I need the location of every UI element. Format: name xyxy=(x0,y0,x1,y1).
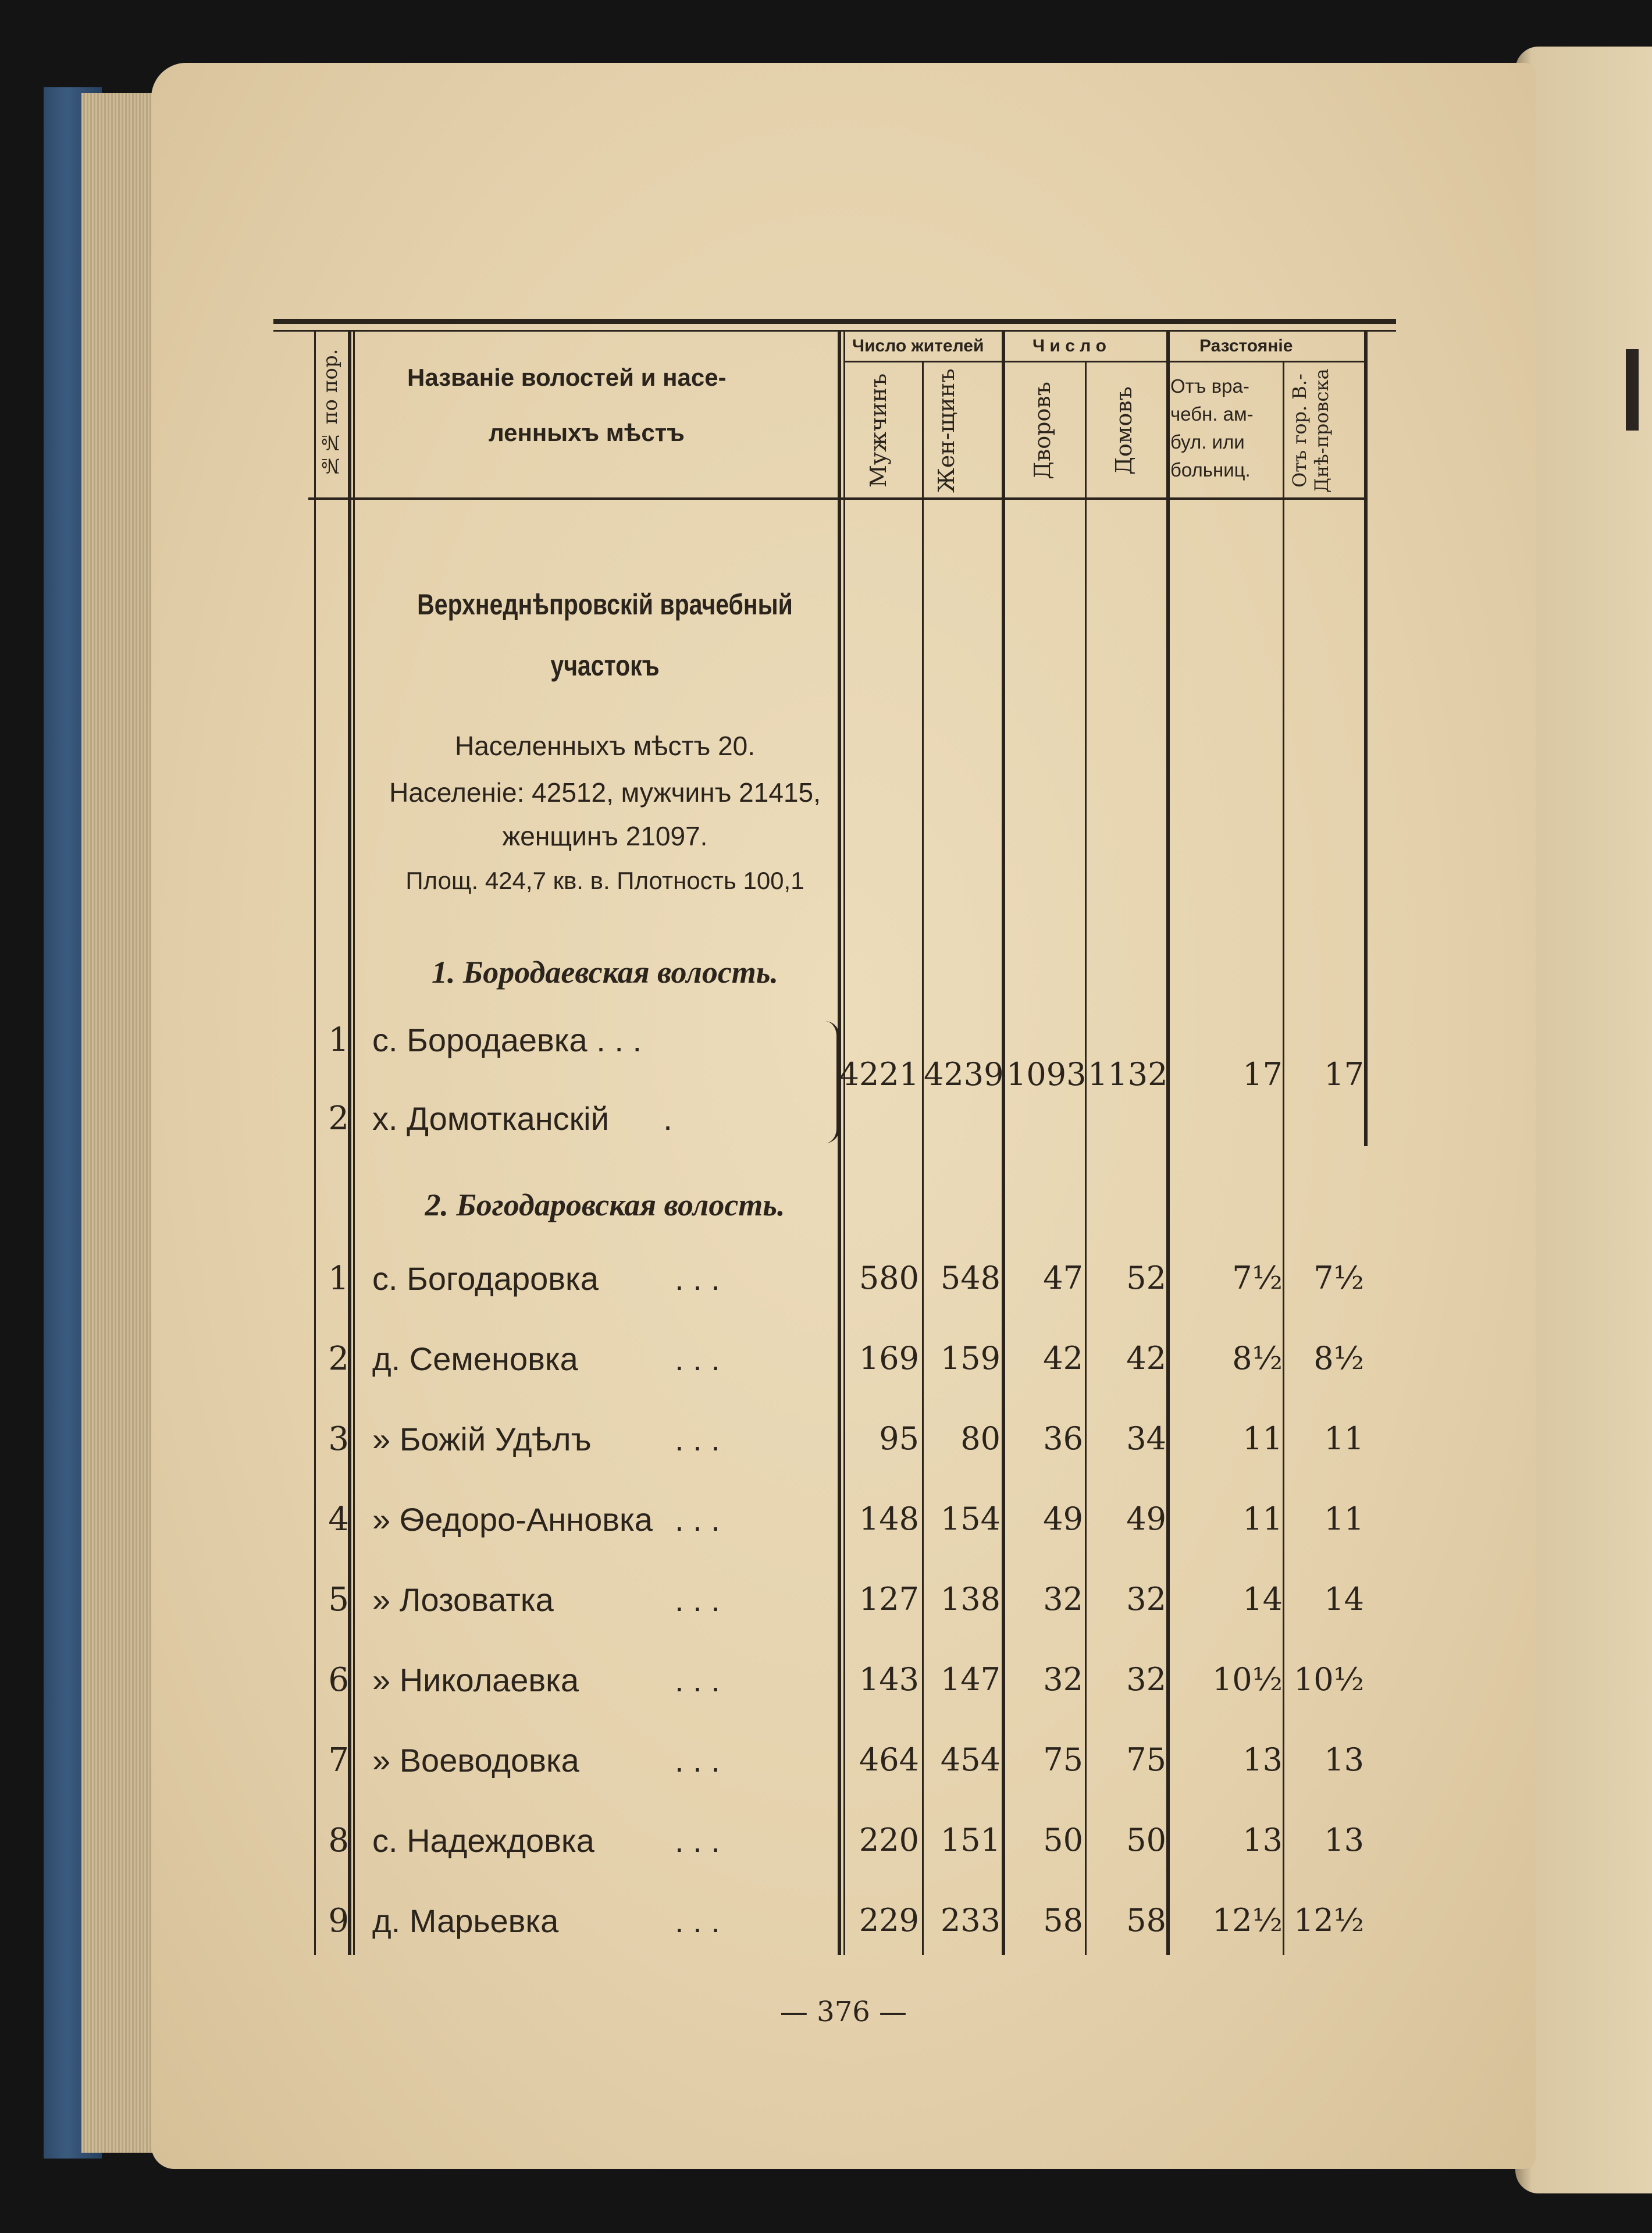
cell-women: 233 xyxy=(940,1902,1001,1939)
cell-men: 95 xyxy=(879,1420,919,1457)
row-no: 7 xyxy=(328,1741,349,1779)
cell-women: 159 xyxy=(940,1340,1001,1377)
cell-dist-ambulatory: 7½ xyxy=(1232,1260,1283,1296)
leader-dots: . . . xyxy=(675,1340,720,1377)
row-no: 4 xyxy=(328,1500,349,1538)
cell-dist-ambulatory: 10½ xyxy=(1212,1661,1283,1698)
leader-dots: . . . xyxy=(675,1501,720,1538)
leader-dots: . . . xyxy=(675,1742,720,1779)
cell-yards: 58 xyxy=(1043,1902,1083,1939)
cell-men: 4221 xyxy=(839,1056,919,1093)
cell-women: 4239 xyxy=(924,1056,1004,1093)
row-no: 6 xyxy=(328,1661,349,1699)
row-name: » Николаевка . . . xyxy=(372,1662,720,1698)
cell-women: 454 xyxy=(940,1741,1001,1778)
header-top-rule-thin xyxy=(273,330,1396,332)
cell-men: 148 xyxy=(859,1500,919,1537)
row-name: х. Домотканскій . xyxy=(372,1100,672,1137)
cell-men: 580 xyxy=(859,1260,919,1296)
cell-yards: 1093 xyxy=(1006,1056,1087,1093)
cell-women: 80 xyxy=(960,1420,1001,1457)
header-group-distance: Разстояніе xyxy=(1199,336,1293,355)
cell-dist-ambulatory: 11 xyxy=(1242,1500,1283,1537)
table-row xyxy=(0,1741,1652,1788)
row-no: 8 xyxy=(328,1822,349,1859)
cell-men: 229 xyxy=(859,1902,919,1939)
cell-houses: 32 xyxy=(1126,1661,1166,1698)
leader-dots: . . . xyxy=(675,1662,720,1698)
cell-men: 127 xyxy=(859,1581,919,1617)
cell-dist-ambulatory: 12½ xyxy=(1212,1902,1283,1939)
table-row xyxy=(0,1822,1652,1868)
cell-men: 220 xyxy=(859,1822,919,1858)
row-no: 1 xyxy=(328,1260,349,1297)
cell-dist-city: 13 xyxy=(1324,1741,1364,1778)
cell-houses: 58 xyxy=(1126,1902,1166,1939)
cell-women: 154 xyxy=(940,1500,1001,1537)
row-no: 2 xyxy=(328,1340,349,1378)
volost1-title: 1. Бородаевская волость. xyxy=(431,955,778,990)
cell-yards: 32 xyxy=(1043,1581,1083,1617)
cell-dist-city: 17 xyxy=(1324,1056,1364,1093)
row-name: » Божій Удѣлъ . . . xyxy=(372,1421,720,1457)
cell-yards: 36 xyxy=(1043,1420,1083,1457)
leader-dots: . . . xyxy=(675,1421,720,1457)
cell-dist-ambulatory: 13 xyxy=(1242,1741,1283,1778)
table-row xyxy=(0,1581,1652,1627)
row-name: с. Бородаевка . . . xyxy=(372,1022,642,1058)
cell-men: 143 xyxy=(859,1661,919,1698)
district-title-line1: Верхнеднѣпровскій врачебный xyxy=(417,588,793,621)
district-title-line2: участокъ xyxy=(550,649,660,682)
distance-group-rule xyxy=(1168,361,1364,362)
district-women: женщинъ 21097. xyxy=(502,821,708,851)
col-line-dist-b xyxy=(1283,361,1284,1955)
cell-women: 151 xyxy=(940,1822,1001,1858)
leader-dots: . . . xyxy=(675,1822,720,1859)
cell-yards: 47 xyxy=(1043,1260,1083,1296)
table-row xyxy=(0,1340,1652,1386)
header-col-name-line2: ленныхъ мѣстъ xyxy=(489,419,685,446)
header-col-houses: Домовъ xyxy=(1111,386,1137,475)
cell-dist-city: 11 xyxy=(1324,1420,1364,1457)
cell-men: 464 xyxy=(859,1741,919,1778)
table-row xyxy=(0,1661,1652,1708)
cell-dist-city: 13 xyxy=(1324,1822,1364,1858)
header-col-dist-ambulatory: Отъ вра-чебн. ам-бул. или больниц. xyxy=(1170,375,1254,481)
cell-houses: 75 xyxy=(1126,1741,1166,1778)
leader-dots: . . . xyxy=(675,1260,720,1297)
cell-yards: 49 xyxy=(1043,1500,1083,1537)
cell-yards: 42 xyxy=(1043,1340,1083,1377)
cell-houses: 49 xyxy=(1126,1500,1166,1537)
cell-yards: 50 xyxy=(1043,1822,1083,1858)
cell-women: 548 xyxy=(940,1260,1001,1296)
cell-dist-ambulatory: 13 xyxy=(1242,1822,1283,1858)
cell-dist-ambulatory: 14 xyxy=(1242,1581,1283,1617)
volost2-title: 2. Богодаровская волость. xyxy=(425,1187,785,1222)
cell-dist-city: 14 xyxy=(1324,1581,1364,1617)
cell-women: 147 xyxy=(940,1661,1001,1698)
row-name: » Воеводовка . . . xyxy=(372,1742,720,1779)
cell-yards: 75 xyxy=(1043,1741,1083,1778)
table-row xyxy=(0,1902,1652,1948)
cell-dist-city: 12½ xyxy=(1293,1902,1364,1939)
leader-dots: . . . xyxy=(675,1903,720,1939)
header-col-name-line1: Названіе волостей и насе- xyxy=(407,364,727,391)
row-name: д. Марьевка . . . xyxy=(372,1903,720,1939)
table-row-combined xyxy=(0,1056,1652,1103)
population-group-rule xyxy=(843,361,1002,362)
row-no: 2 xyxy=(328,1100,349,1137)
count-group-rule xyxy=(1003,361,1166,362)
cell-women: 138 xyxy=(940,1581,1001,1617)
next-page-mark xyxy=(1626,349,1639,431)
row-no: 3 xyxy=(328,1420,349,1458)
header-col-yards: Дворовъ xyxy=(1030,382,1055,479)
header-top-rule xyxy=(273,319,1396,324)
page-number: — 376 — xyxy=(779,1996,907,2028)
col-line-houses xyxy=(1085,361,1087,1955)
row-name: » Лозоватка . . . xyxy=(372,1581,720,1618)
table-row xyxy=(0,1500,1652,1547)
district-population: Населеніе: 42512, мужчинъ 21415, xyxy=(389,777,821,808)
district-places: Населенныхъ мѣстъ 20. xyxy=(454,731,756,761)
cell-yards: 32 xyxy=(1043,1661,1083,1698)
row-no: 1 xyxy=(328,1021,349,1059)
row-no: 5 xyxy=(328,1581,349,1619)
row-name: с. Надеждовка . . . xyxy=(372,1822,720,1859)
cell-dist-ambulatory: 11 xyxy=(1242,1420,1283,1457)
cell-houses: 1132 xyxy=(1088,1056,1168,1093)
row-no: 9 xyxy=(328,1902,349,1940)
row-name: с. Богодаровка . . . xyxy=(372,1260,720,1297)
cell-houses: 32 xyxy=(1126,1581,1166,1617)
header-col-no: №№ по пор. xyxy=(319,349,342,478)
header-group-population: Число жителей xyxy=(852,336,984,355)
header-col-men: Мужчинъ xyxy=(866,373,891,488)
row-name: д. Семеновка . . . xyxy=(372,1340,720,1377)
cell-dist-ambulatory: 17 xyxy=(1242,1056,1283,1093)
cell-houses: 34 xyxy=(1126,1420,1166,1457)
cell-dist-city: 7½ xyxy=(1313,1260,1364,1296)
col-line-women xyxy=(922,361,924,1955)
cell-dist-city: 8½ xyxy=(1313,1340,1364,1377)
header-col-women: Жен-щинъ xyxy=(934,368,959,493)
header-col-dist-city: Отъ гор. В.-Днѣ-провска xyxy=(1288,368,1333,493)
cell-houses: 52 xyxy=(1126,1260,1166,1296)
cell-dist-ambulatory: 8½ xyxy=(1232,1340,1283,1377)
district-area: Площ. 424,7 кв. в. Плотность 100,1 xyxy=(405,867,804,894)
cell-dist-city: 10½ xyxy=(1293,1661,1364,1698)
table-row xyxy=(0,1420,1652,1467)
header-group-count: Ч и с л о xyxy=(1032,336,1106,355)
cell-men: 169 xyxy=(859,1340,919,1377)
row-name: » Ѳедоро-Анновка . . . xyxy=(372,1501,720,1538)
leader-dots: . . . xyxy=(675,1581,720,1618)
cell-dist-city: 11 xyxy=(1324,1500,1364,1537)
cell-houses: 50 xyxy=(1126,1822,1166,1858)
cell-houses: 42 xyxy=(1126,1340,1166,1377)
table-row xyxy=(0,1260,1652,1306)
